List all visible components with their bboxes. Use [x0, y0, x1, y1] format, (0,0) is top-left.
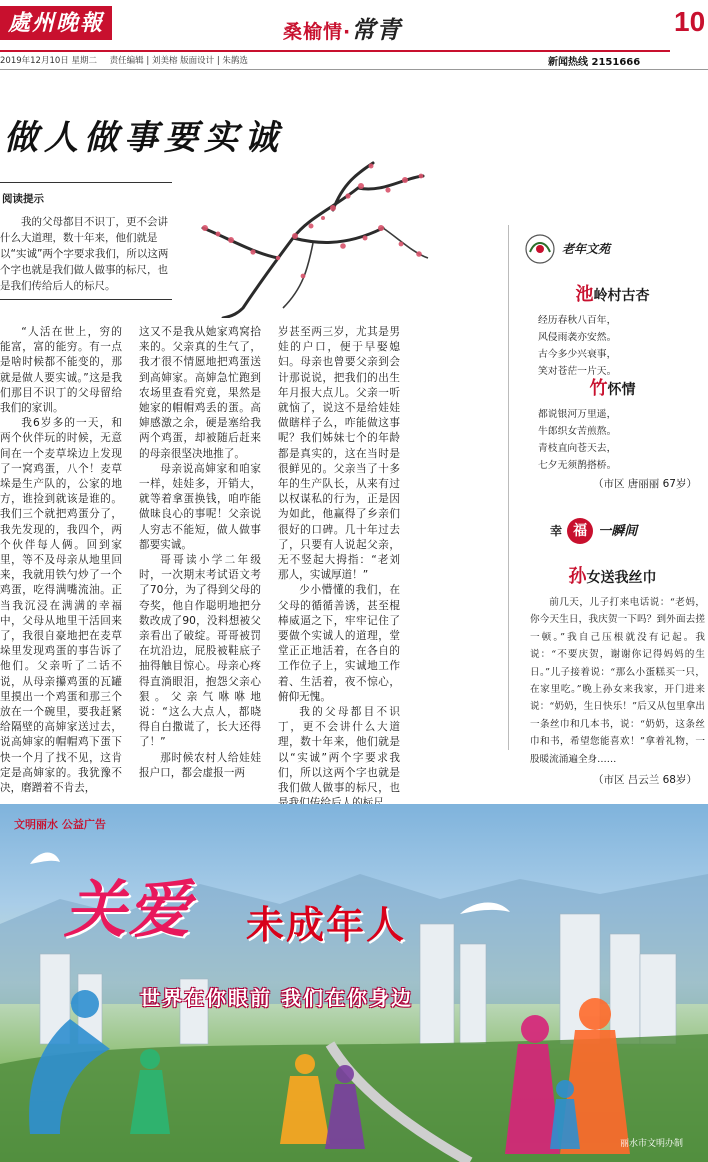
- article-headline: 做人做事要实诚: [4, 118, 284, 158]
- story-title-rest: 女送我丝巾: [586, 570, 657, 586]
- paragraph: 那时候农村人给娃娃报户口，都会虚报一两: [139, 751, 261, 779]
- section-pre: 幸: [550, 524, 563, 538]
- sidebar-badge: [520, 232, 705, 270]
- ad-credit: 丽水市文明办制: [620, 1139, 684, 1149]
- issue-date: 2019年12月10日 星期二: [0, 56, 97, 66]
- story: [520, 562, 705, 787]
- paragraph: 少小懵懂的我们，在父母的循循善诱，甚至棍棒威逼之下，牢牢记住了要做个实诚人的道理，堂堂正正地活着，在各自的工作位子上，实诚地工作着、生活着，夜不惊心，俯仰无愧。: [278, 584, 400, 703]
- header-rule-thin: [0, 69, 708, 70]
- intro-label: 阅读提示: [2, 193, 44, 205]
- poem-line: 青枝直向苍天去，: [538, 443, 617, 454]
- plum-blossom-illustration: [183, 158, 433, 318]
- story-text: 前几天，儿子打来电话说：“老妈，你今天生日，我庆贺一下吗？到外面去搓一顿。”我自己压根就没有记起。我说：“不要庆贺，谢谢你记得妈妈的生日。”儿子接着说：“那么小蛋糕买一只，在家里吃。”晚上孙女来我家，开门进来说：“奶奶，生日快乐！”后又从包里拿出一条丝巾和几本书，说：“奶奶，这条丝巾和书，希望您能喜欢！”拿着礼物，一股暖流涌遍全身……: [530, 597, 705, 765]
- section-fu-seal: 福: [567, 518, 593, 544]
- section-post: 一瞬间: [598, 524, 638, 539]
- column-divider: [508, 225, 509, 750]
- poem-line: 都说银河万里遥，: [538, 409, 617, 420]
- poem-title-rest: 岭村古杏: [593, 288, 650, 304]
- section-happy-moment: [520, 518, 705, 544]
- paragraph: “人活在世上，穷的能富，富的能穷。有一点是啥时候都不能变的，那就是做人要实诚。”这是我们那目不识丁的父母留给我们的家训。: [0, 326, 122, 415]
- article-column-1: [0, 325, 122, 796]
- poem-line: 风侵雨袭亦安然。: [538, 332, 617, 343]
- paragraph: 母亲说高婶家和咱家一样，娃娃多，开销大，就等着拿蛋换钱，咱咋能做昧良心的事呢！父亲说人穷志不能短，做人做事都要实诚。: [139, 462, 261, 551]
- poem-line: 经历春秋八百年，: [538, 315, 617, 326]
- story-author: （市区 吕云兰 68岁）: [592, 774, 697, 787]
- page-number: 10: [674, 6, 706, 37]
- story-title: [520, 562, 705, 588]
- ad-title-main: 关爱: [64, 873, 193, 946]
- news-hotline: 新闻热线 2151666: [548, 57, 641, 68]
- masthead-logo: 處州晚報: [0, 6, 112, 40]
- paragraph: 我6岁多的一天，和两个伙伴玩的时候，无意间在一个麦草垛边上发现了一窝鸡蛋，八个！麦草垛是生产队的，公家的地方，谁捡到就该是谁的。我们三个就把鸡蛋分了，我先发现的，我四个，两个伙伴每人俩。回到家里，等不及母亲从地里回来，我就用铁勺炒了一个鸡蛋，吃得满嘴流油。正当我沉浸在满满的幸福中，父母从地里干活回来了，我很自豪地把在麦草垛里发现鸡蛋的事告诉了他们。父亲听了二话不说，从母亲攥鸡蛋的瓦罐里摸出一个鸡蛋和那三个放在一个碗里，要我赶紧给隔壁的高婶家送过去，说高婶家的帽帽鸡下蛋下快一个月了找不见，这肯定是高婶家的。我犹豫不决，磨蹭着不肯去，: [0, 417, 122, 795]
- ad-tag: 文明丽水 公益广告: [14, 818, 106, 831]
- column-name: 常青: [351, 15, 402, 44]
- header-rule: [0, 50, 670, 52]
- paragraph: 岁甚至两三岁，尤其是男娃的户口，便于早娶媳妇。母亲也曾要父亲到会计那说说，把我们的出生年月报大点儿。父亲一听就恼了，说这不是给娃娃做瞎样子么，咋能做这事呢？我们姊妹七个的年龄都是真实的，这在当时是很鲜见的。父亲当了十多年的生产队长，从来有过以权谋私的行为，正是因为如此，他赢得了乡亲们很好的口碑。几十年过去了，只要有人说起父亲，无不竖起大拇指：“老刘那人，实诚厚道！”: [278, 326, 400, 582]
- paragraph: 这又不是我从她家鸡窝拾来的。父亲真的生气了，我才很不情愿地把鸡蛋送到高婶家。高婶急忙跑到农场里查看究竟，果然是她家的帽帽鸡丢的蛋。高婶感激之余，硬是塞给我两个鸡蛋，却被随后赶来的母亲很坚决地推了。: [139, 326, 261, 460]
- article-column-2: [139, 325, 261, 781]
- poem-2-title: [520, 374, 705, 400]
- poem-author: （市区 唐丽丽 67岁）: [592, 478, 697, 490]
- intro-text: 我的父母都目不识丁，更不会讲什么大道理，数十年来，他们就是以“实诚”两个字要求我们，所以这两个字也就是我们做人做事的标尺，也是我们传给后人的标尺。: [0, 216, 169, 292]
- ad-slogan: 世界在你眼前 我们在你身边: [140, 986, 413, 1010]
- poem-1-title: [520, 280, 705, 306]
- sidebar-badge-label: 老年文苑: [562, 242, 611, 256]
- article-column-3: [278, 325, 400, 833]
- poem-line: 笑对苍茫一片天。: [538, 366, 617, 377]
- paragraph: 哥哥读小学二年级时，一次期末考试语文考了70分，为了得到父母的夸奖，他自作聪明地把分数改成了90，没料想被父亲看出了破绽。哥哥被罚在坑沿边，屁股被鞋底子抽得触目惊心。母亲心疼得直淌眼泪，抱怨父亲心狠。父亲气咻咻地说：“这么大点人，都晓得自白撒谎了，长大还得了！”: [139, 554, 261, 749]
- editor-credit: 责任编辑 | 刘美榕 版面设计 | 朱鹊选: [109, 56, 248, 66]
- public-service-ad: [0, 804, 708, 1162]
- ad-title-sub: 未成年人: [246, 903, 407, 947]
- poem-line: 古今多少兴衰事，: [538, 349, 617, 360]
- poem-line: 七夕无须鹊搭桥。: [538, 460, 617, 471]
- paragraph: 我的父母都目不识丁，更不会讲什么大道理，数十年来，他们就是以“实诚”两个字要求我们，所以这两个字也就是我们做人做事的标尺，也: [278, 706, 400, 795]
- poem-title-initial: 池: [575, 284, 594, 305]
- poem-1: [520, 280, 705, 380]
- poem-line: 牛郎织女苦煎熬。: [538, 426, 617, 437]
- poem-title-rest: 怀情: [607, 382, 636, 398]
- column-title: [283, 10, 401, 45]
- issue-meta: [0, 54, 258, 66]
- poem-2: [520, 374, 705, 491]
- poem-title-initial: 竹: [589, 378, 608, 399]
- story-title-initial: 孙: [568, 566, 587, 587]
- intro-bottom-rule: [0, 299, 172, 300]
- column-prefix: 桑榆情·: [283, 21, 352, 43]
- intro-top-rule: [0, 182, 172, 183]
